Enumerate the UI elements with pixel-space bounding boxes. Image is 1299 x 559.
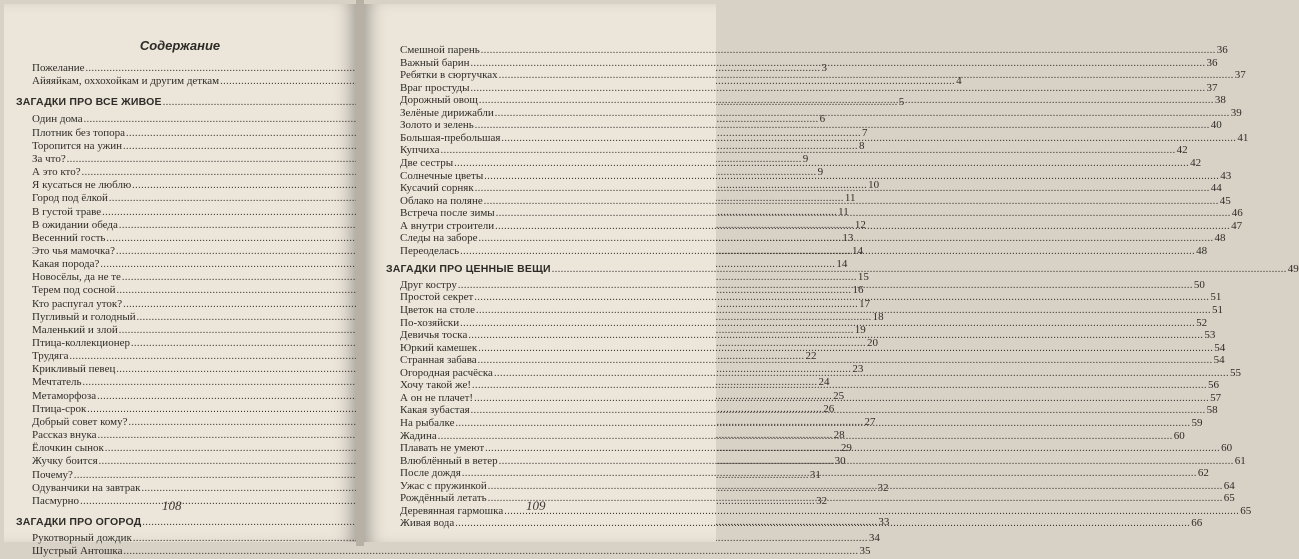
contents-title: Содержание: [139, 38, 221, 53]
entry-page-number: 62: [1197, 467, 1209, 480]
entry-title: А это кто?: [32, 166, 81, 179]
entry-page-number: 61: [1234, 454, 1246, 467]
dot-leader: [455, 516, 1190, 531]
entry-page-number: 44: [1210, 182, 1222, 195]
entry-page-number: 9: [802, 152, 809, 165]
entry-page-number: 29: [840, 442, 852, 455]
entry-title: Цветок на столе: [400, 304, 476, 316]
entry-page-number: 58: [1206, 404, 1218, 417]
entry-page-number: 32: [816, 494, 828, 507]
entry-page-number: 25: [833, 389, 845, 402]
entry-page-number: 49: [1287, 263, 1299, 276]
page-number: 108: [162, 498, 182, 513]
entry-page-number: 40: [1210, 119, 1222, 132]
entry-title: В ожидании обеда: [32, 218, 118, 231]
entry-title: Странная забава: [400, 354, 477, 367]
entry-page-number: 38: [1214, 94, 1226, 107]
entry-page-number: 19: [854, 323, 866, 336]
entry-title: Пожелание: [32, 62, 85, 74]
entry-page-number: 4: [956, 75, 962, 88]
entry-title: Какая порода?: [32, 258, 100, 271]
entry-title: ЗАГАДКИ ПРО ВСЕ ЖИВОЕ: [16, 96, 162, 109]
entry-title: Купчиха: [400, 144, 440, 157]
entry-title: Хочу такой же!: [400, 379, 471, 392]
entry-page-number: 36: [1206, 56, 1218, 69]
entry-page-number: 33: [878, 515, 890, 528]
entry-page-number: 55: [1229, 366, 1241, 379]
entry-page-number: 51: [1212, 304, 1224, 316]
entry-title: Огородная расчёска: [400, 366, 493, 379]
entry-title: Золото и зелень: [400, 119, 474, 132]
entry-title: Девичья тоска: [400, 329, 468, 342]
entry-page-number: 22: [805, 350, 817, 363]
entry-page-number: 30: [834, 455, 846, 468]
entry-title: Следы на заборе: [400, 232, 478, 245]
entry-title: Жадина: [400, 429, 437, 442]
entry-page-number: 52: [1196, 316, 1208, 329]
entry-title: Город под ёлкой: [32, 192, 108, 205]
entry-title: Почему?: [32, 468, 73, 481]
entry-title: Я кусаться не люблю: [32, 179, 132, 192]
entry-page-number: 7: [861, 126, 868, 139]
dot-leader: [460, 244, 1195, 259]
entry-title: По-хозяйски: [400, 316, 460, 329]
entry-title: На рыбалке: [400, 416, 455, 429]
entry-page-number: 11: [838, 205, 849, 218]
entry-page-number: 48: [1214, 232, 1226, 245]
entry-title: Какая зубастая: [400, 404, 470, 417]
entry-page-number: 14: [836, 258, 848, 271]
entry-page-number: 50: [1193, 278, 1205, 291]
entry-title: Зелёные дирижабли: [400, 106, 494, 119]
entry-page-number: 54: [1213, 354, 1225, 367]
entry-page-number: 24: [818, 376, 830, 389]
entry-title: Две сестры: [400, 156, 454, 169]
entry-title: Маленький и злой: [32, 323, 118, 336]
page-number: 109: [526, 498, 546, 513]
entry-title: В густой траве: [32, 205, 102, 218]
entry-title: Простой секрет: [400, 291, 474, 304]
entry-title: После дождя: [400, 467, 461, 480]
entry-title: Рассказ внука: [32, 429, 97, 442]
entry-title: Один дома: [32, 113, 83, 126]
entry-page-number: 66: [1191, 517, 1203, 530]
entry-title: Смешной парень: [400, 44, 480, 56]
entry-title: Птица-срок: [32, 402, 87, 415]
entry-page-number: 54: [1214, 341, 1226, 354]
entry-page-number: 5: [898, 96, 905, 109]
entry-title: Дорожный овощ: [400, 94, 478, 107]
entry-title: Живая вода: [400, 517, 455, 530]
entry-title: Ребятки в сюртучках: [400, 69, 498, 82]
entry-title: Кусачий сорняк: [400, 182, 474, 195]
entry-title: Птица-коллекционер: [32, 337, 130, 349]
entry-title: Мечтатель: [32, 376, 82, 389]
entry-title: Важный барин: [400, 56, 470, 69]
entry-title: А он не плачет!: [400, 391, 474, 404]
entry-title: Крикливый певец: [32, 363, 116, 376]
entry-page-number: 37: [1206, 81, 1218, 94]
entry-title: Встреча после зимы: [400, 207, 495, 220]
dot-leader: [552, 262, 1287, 277]
entry-page-number: 39: [1230, 106, 1242, 119]
entry-title: Солнечные цветы: [400, 169, 484, 182]
entry-page-number: 65: [1240, 504, 1252, 517]
entry-title: За что?: [32, 152, 66, 165]
entry-page-number: 56: [1208, 379, 1219, 392]
entry-page-number: 45: [1219, 194, 1231, 207]
entry-page-number: 60: [1173, 429, 1185, 442]
entry-title: Большая-пребольшая: [400, 131, 501, 144]
entry-title: Метаморфоза: [32, 389, 97, 402]
entry-page-number: 53: [1204, 329, 1216, 342]
entry-page-number: 42: [1190, 156, 1202, 169]
entry-page-number: 43: [1220, 169, 1232, 182]
entry-title: Рукотворный дождик: [32, 532, 132, 545]
entry-page-number: 8: [859, 139, 865, 152]
entry-title: Плотник без топора: [32, 126, 125, 139]
entry-page-number: 11: [844, 192, 856, 205]
entry-page-number: 16: [852, 284, 864, 297]
entry-title: Пугливый и голодный: [32, 310, 136, 323]
entry-title: Рождённый летать: [400, 492, 487, 505]
entry-page-number: 65: [1223, 492, 1235, 505]
entry-title: Юркий камешек: [400, 341, 478, 354]
entry-title: Враг простуды: [400, 81, 470, 94]
entry-page-number: 23: [852, 363, 864, 376]
entry-page-number: 35: [859, 545, 871, 558]
entry-page-number: 42: [1176, 144, 1188, 157]
entry-title: Трудяга: [32, 350, 69, 363]
entry-title: Пасмурно: [32, 494, 80, 507]
entry-title: Айяяйкам, оххохойкам и другим деткам: [32, 75, 220, 88]
entry-title: Терем под сосной: [32, 284, 116, 297]
entry-title: Облако на поляне: [400, 194, 483, 207]
entry-page-number: 6: [819, 113, 826, 126]
entry-title: Деревянная гармошка: [400, 504, 504, 517]
entry-page-number: 64: [1223, 479, 1235, 492]
entry-title: Шустрый Антошка: [32, 545, 123, 558]
entry-page-number: 47: [1231, 219, 1243, 232]
entry-page-number: 57: [1210, 391, 1222, 404]
entry-page-number: 13: [842, 231, 854, 244]
entry-title: А внутри строители: [400, 219, 495, 232]
entry-page-number: 17: [859, 297, 871, 310]
entry-page-number: 48: [1196, 244, 1208, 257]
entry-title: Ужас с пружинкой: [400, 479, 487, 492]
entry-title: Кто распугал уток?: [32, 297, 123, 310]
entry-page-number: 3: [821, 62, 828, 74]
entry-title: Плавать не умеют: [400, 442, 485, 455]
entry-page-number: 60: [1221, 442, 1233, 455]
entry-page-number: 18: [872, 310, 884, 323]
entry-title: ЗАГАДКИ ПРО ОГОРОД: [16, 515, 142, 528]
entry-page-number: 32: [877, 481, 889, 494]
entry-title: Торопится на ужин: [32, 139, 123, 152]
entry-title: Друг костру: [400, 278, 457, 291]
entry-page-number: 14: [851, 244, 863, 257]
entry-title: Влюблённый в ветер: [400, 454, 498, 467]
entry-title: Переоделась: [400, 244, 460, 257]
entry-title: ЗАГАДКИ ПРО ЦЕННЫЕ ВЕЩИ: [386, 263, 551, 276]
dot-leader: [123, 544, 858, 559]
entry-title: Ёлочкин сынок: [32, 442, 104, 455]
book-spine: [356, 0, 364, 546]
entry-page-number: 27: [864, 415, 876, 428]
entry-page-number: 26: [823, 402, 835, 415]
entry-page-number: 9: [817, 166, 824, 179]
entry-page-number: 36: [1216, 44, 1228, 56]
entry-page-number: 10: [868, 179, 880, 192]
entry-title: Новосёлы, да не те: [32, 271, 121, 284]
entry-page-number: 51: [1210, 291, 1222, 304]
entry-title: Добрый совет кому?: [32, 415, 128, 428]
entry-page-number: 31: [809, 468, 821, 481]
entry-title: Это чья мамочка?: [32, 244, 115, 257]
entry-page-number: 46: [1231, 207, 1243, 220]
entry-page-number: 41: [1237, 131, 1249, 144]
entry-page-number: 28: [833, 429, 845, 442]
entry-page-number: 20: [866, 337, 878, 349]
entry-page-number: 12: [854, 218, 866, 231]
entry-page-number: 15: [857, 271, 869, 284]
entry-page-number: 34: [868, 532, 880, 545]
entry-title: Одуванчики на завтрак: [32, 481, 141, 494]
toc-entry: [32, 544, 871, 559]
entry-title: Жучку боится: [32, 455, 98, 468]
entry-title: Весенний гость: [32, 231, 106, 244]
entry-page-number: 59: [1191, 416, 1203, 429]
entry-page-number: 37: [1234, 69, 1246, 82]
